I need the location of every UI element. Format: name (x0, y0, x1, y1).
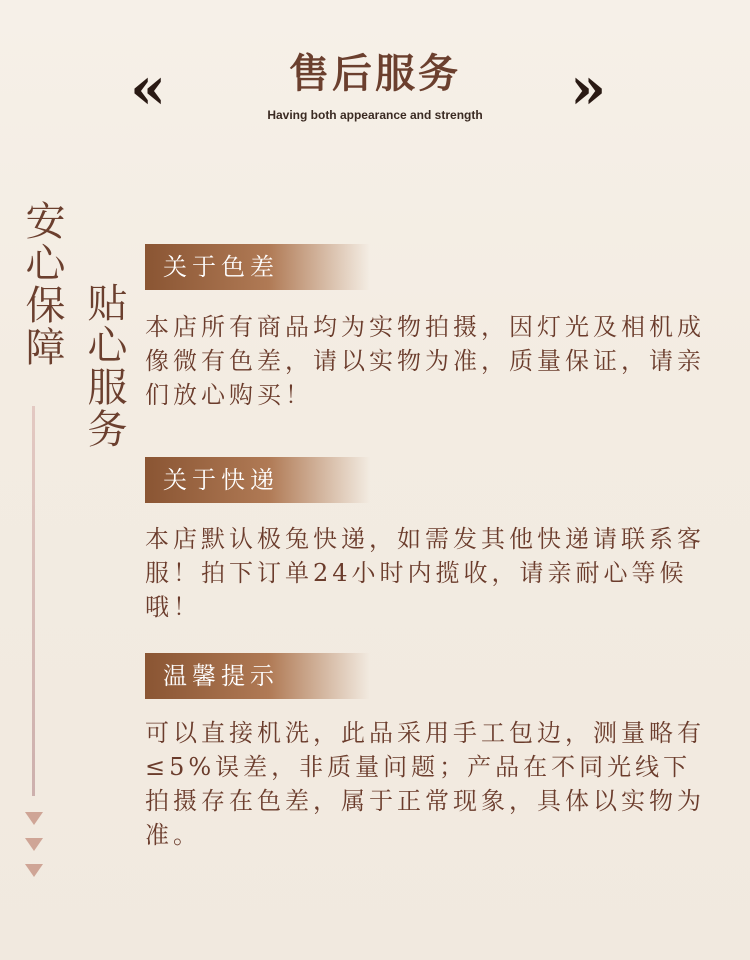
right-quote-icon: » (570, 54, 607, 122)
section-text-shipping: 本店默认极兔快递，如需发其他快递请联系客服！拍下订单24小时内揽收，请亲耐心等候哦！ (145, 525, 705, 621)
section-label-color-difference: 关于色差 (145, 244, 370, 290)
triangle-down-icon (25, 812, 43, 825)
side-divider-line (32, 406, 35, 796)
side-slogan-1: 安心保障 (19, 200, 65, 368)
section-text-tips: 可以直接机洗，此品采用手工包边，测量略有≤5%误差，非质量问题；产品在不同光线下拍摄存在色差，属于正常现象，具体以实物为准。 (145, 719, 705, 849)
page-subtitle: Having both appearance and strength (267, 108, 483, 122)
section-label-tips: 温馨提示 (145, 653, 370, 699)
left-quote-icon: « (130, 54, 167, 122)
section-text-color-difference: 本店所有商品均为实物拍摄，因灯光及相机成像微有色差，请以实物为准，质量保证，请亲们放心购买！ (145, 313, 705, 409)
section-label-shipping: 关于快递 (145, 457, 370, 503)
triangle-down-icon (25, 838, 43, 851)
triangle-down-icon (25, 864, 43, 877)
page-title: 售后服务 (289, 51, 461, 97)
side-slogan-2: 贴心服务 (81, 282, 127, 450)
